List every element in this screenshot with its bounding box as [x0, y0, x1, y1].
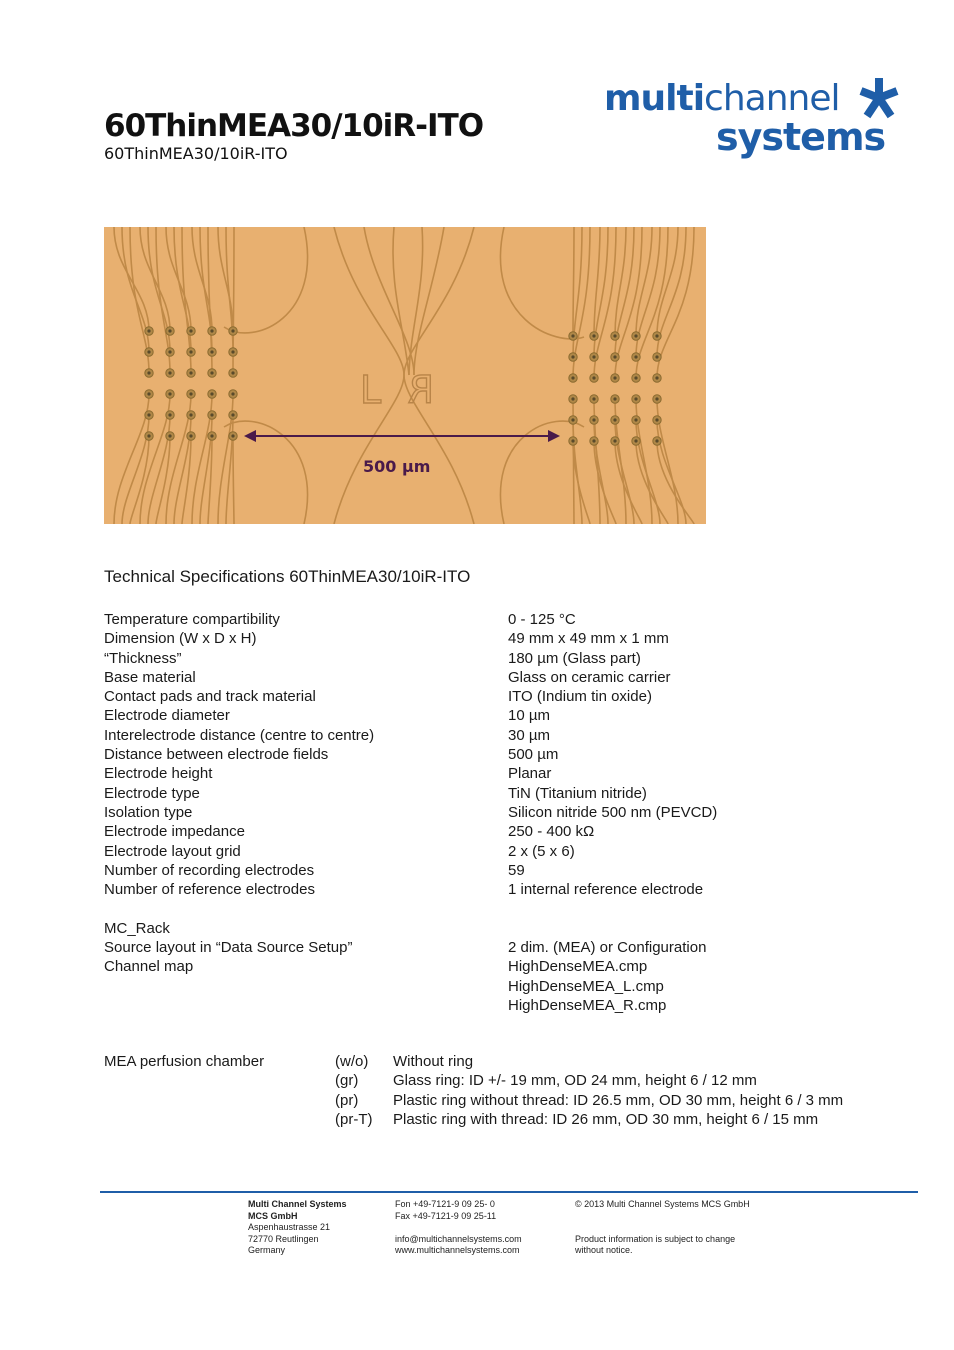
electrode-core	[592, 334, 595, 337]
logo-word-channel: channel	[704, 78, 840, 119]
spec-value: HighDenseMEA.cmp	[508, 958, 648, 976]
spec-row	[104, 629, 904, 648]
electrode-core	[655, 418, 658, 421]
electrode-core	[571, 334, 574, 337]
spec-value: 2 dim. (MEA) or Configuration	[508, 939, 707, 957]
electrode-core	[147, 371, 150, 374]
spec-key: Distance between electrode fields	[104, 746, 329, 764]
electrode-core	[231, 371, 234, 374]
electrode-core	[231, 329, 234, 332]
spec-row	[104, 745, 904, 764]
electrode-core	[189, 329, 192, 332]
electrode-core	[592, 397, 595, 400]
spec-key: Source layout in “Data Source Setup”	[104, 939, 353, 957]
spec-row	[104, 880, 904, 899]
spec-key	[104, 977, 508, 996]
mea-microscope-image	[104, 227, 706, 524]
spec-key: “Thickness”	[104, 649, 182, 667]
spec-key: Number of recording electrodes	[104, 861, 315, 879]
spec-value: 2 x (5 x 6)	[508, 842, 575, 860]
electrode-core	[231, 413, 234, 416]
electrode-core	[655, 334, 658, 337]
footer-phone: Fon +49-7121-9 09 25- 0	[395, 1199, 495, 1209]
footer-notice-line1: Product information is subject to change	[575, 1233, 736, 1244]
electrode-core	[168, 434, 171, 437]
spec-value: TiN (Titanium nitride)	[508, 784, 647, 802]
electrode-core	[655, 439, 658, 442]
electrode-core	[571, 397, 574, 400]
electrode-core	[231, 392, 234, 395]
spec-row	[104, 938, 904, 957]
electrode-core	[147, 329, 150, 332]
spec-key: Temperature compartibility	[104, 611, 280, 628]
electrode-core	[592, 439, 595, 442]
electrode-core	[231, 434, 234, 437]
electrode-core	[210, 371, 213, 374]
footer-notice-line2: without notice.	[575, 1245, 633, 1256]
marker-l: L	[360, 368, 382, 412]
spec-value: Planar	[508, 765, 552, 783]
spec-key: Electrode impedance	[104, 823, 245, 841]
perfusion-table	[104, 1052, 904, 1129]
spec-row	[104, 668, 904, 687]
electrode-core	[592, 355, 595, 358]
electrode-core	[613, 439, 616, 442]
specs-title: Technical Specifications 60ThinMEA30/10iR-ITO	[104, 567, 471, 586]
footer-street: Aspenhaustrasse 21	[248, 1222, 331, 1233]
company-logo	[604, 76, 904, 166]
electrode-core	[189, 392, 192, 395]
spec-key: Base material	[104, 668, 196, 686]
spec-row	[104, 996, 904, 1015]
perfusion-row	[104, 1071, 904, 1090]
perfusion-code: (w/o)	[335, 1053, 369, 1070]
spec-value: 10 µm	[508, 707, 550, 725]
electrode-core	[613, 418, 616, 421]
footer-company-name: Multi Channel Systems	[248, 1199, 347, 1209]
footer-email-link[interactable]: info@multichannelsystems.com	[395, 1233, 522, 1244]
spec-row	[104, 706, 904, 725]
electrode-core	[147, 392, 150, 395]
footer-company-short: MCS GmbH	[248, 1210, 298, 1221]
electrode-core	[634, 355, 637, 358]
electrode-core	[147, 350, 150, 353]
spec-key: Interelectrode distance (centre to centre)	[104, 726, 375, 744]
electrode-core	[571, 355, 574, 358]
electrode-core	[210, 350, 213, 353]
scale-label: 500 µm	[363, 457, 431, 476]
electrode-core	[189, 371, 192, 374]
spec-key: Electrode layout grid	[104, 842, 241, 860]
electrode-core	[655, 376, 658, 379]
spec-row	[104, 822, 904, 841]
spec-row	[104, 764, 904, 783]
footer-copyright: © 2013 Multi Channel Systems MCS GmbH	[575, 1199, 750, 1209]
spec-value: 49 mm x 49 mm x 1 mm	[508, 630, 669, 648]
electrode-core	[634, 376, 637, 379]
electrode-core	[189, 413, 192, 416]
electrode-core	[168, 350, 171, 353]
spec-key: Electrode diameter	[104, 707, 230, 725]
spec-key: Channel map	[104, 958, 194, 976]
perfusion-desc: Plastic ring without thread: ID 26.5 mm, OD 30 mm, height 6 / 3 mm	[393, 1091, 844, 1109]
electrode-core	[210, 329, 213, 332]
electrode-core	[655, 397, 658, 400]
electrode-core	[147, 413, 150, 416]
electrode-core	[592, 418, 595, 421]
spec-key	[104, 996, 508, 1015]
spec-value: ITO (Indium tin oxide)	[508, 688, 652, 706]
perfusion-desc: Glass ring: ID +/- 19 mm, OD 24 mm, height 6 / 12 mm	[393, 1072, 757, 1090]
electrode-core	[168, 329, 171, 332]
footer-address	[248, 1199, 347, 1257]
footer-contact	[395, 1199, 522, 1257]
spec-key: Electrode type	[104, 784, 200, 802]
spec-value: 500 µm	[508, 746, 559, 764]
spec-row	[104, 977, 904, 996]
spec-value: Glass on ceramic carrier	[508, 668, 671, 686]
spec-value: 59	[508, 861, 525, 879]
marker-r: R	[407, 368, 434, 412]
footer-web-link[interactable]: www.multichannelsystems.com	[395, 1245, 520, 1256]
electrode-core	[634, 439, 637, 442]
electrode-core	[613, 355, 616, 358]
electrode-core	[189, 350, 192, 353]
electrode-core	[613, 334, 616, 337]
spec-value: Silicon nitride 500 nm (PEVCD)	[508, 803, 718, 821]
spec-key: Isolation type	[104, 803, 193, 821]
electrode-core	[592, 376, 595, 379]
electrode-core	[634, 418, 637, 421]
perfusion-code: (pr-T)	[335, 1110, 373, 1128]
electrode-core	[210, 434, 213, 437]
perfusion-code: (gr)	[335, 1072, 359, 1090]
electrode-core	[210, 392, 213, 395]
spec-row	[104, 687, 904, 706]
perfusion-desc: Without ring	[393, 1053, 474, 1070]
spec-value: HighDenseMEA_R.cmp	[508, 996, 667, 1014]
spec-value: HighDenseMEA_L.cmp	[508, 977, 664, 995]
spec-row	[104, 842, 904, 861]
page-subtitle: 60ThinMEA30/10iR-ITO	[104, 144, 288, 163]
perfusion-row	[104, 1052, 904, 1071]
electrode-core	[231, 350, 234, 353]
electrode-core	[571, 418, 574, 421]
logo-word-multi: multi	[604, 78, 705, 119]
spec-value: 1 internal reference electrode	[508, 881, 704, 899]
electrode-core	[634, 397, 637, 400]
specs-table	[104, 610, 904, 1015]
spec-key: Dimension (W x D x H)	[104, 630, 257, 648]
electrode-core	[571, 376, 574, 379]
rack-heading-row	[104, 919, 904, 938]
spec-row	[104, 803, 904, 822]
perfusion-row	[104, 1110, 904, 1129]
electrode-core	[147, 434, 150, 437]
spec-row	[104, 610, 904, 629]
electrode-core	[189, 434, 192, 437]
electrode-core	[613, 376, 616, 379]
spec-row	[104, 726, 904, 745]
electrode-core	[168, 392, 171, 395]
electrode-core	[571, 439, 574, 442]
spec-key: Number of reference electrodes	[104, 881, 315, 899]
electrode-core	[634, 334, 637, 337]
electrode-core	[655, 355, 658, 358]
logo-word-systems: systems	[716, 115, 886, 159]
spec-value: 30 µm	[508, 726, 550, 744]
footer-fax: Fax +49-7121-9 09 25-11	[395, 1210, 497, 1221]
spec-value: 250 - 400 kΩ	[508, 823, 595, 841]
spec-value: 0 - 125 °C	[508, 611, 576, 628]
asterisk-icon	[858, 76, 900, 120]
electrode-core	[210, 413, 213, 416]
footer-country: Germany	[248, 1245, 286, 1256]
page-title: 60ThinMEA30/10iR-ITO	[104, 108, 484, 144]
perfusion-desc: Plastic ring with thread: ID 26 mm, OD 30 mm, height 6 / 15 mm	[393, 1110, 819, 1128]
spec-key: Contact pads and track material	[104, 688, 316, 706]
spec-row	[104, 957, 904, 976]
electrode-core	[168, 413, 171, 416]
rack-heading: MC_Rack	[104, 919, 170, 937]
electrode-core	[168, 371, 171, 374]
spec-value: 180 µm (Glass part)	[508, 649, 641, 667]
footer-legal	[575, 1199, 750, 1257]
spec-row	[104, 649, 904, 668]
spec-row	[104, 784, 904, 803]
perfusion-label: MEA perfusion chamber	[104, 1053, 265, 1070]
spec-key: Electrode height	[104, 765, 213, 783]
perfusion-code: (pr)	[335, 1091, 359, 1109]
electrode-core	[613, 397, 616, 400]
footer-divider	[100, 1191, 918, 1193]
spacer	[104, 899, 904, 918]
footer-city: 72770 Reutlingen	[248, 1233, 319, 1244]
perfusion-row	[104, 1091, 904, 1110]
spec-row	[104, 861, 904, 880]
